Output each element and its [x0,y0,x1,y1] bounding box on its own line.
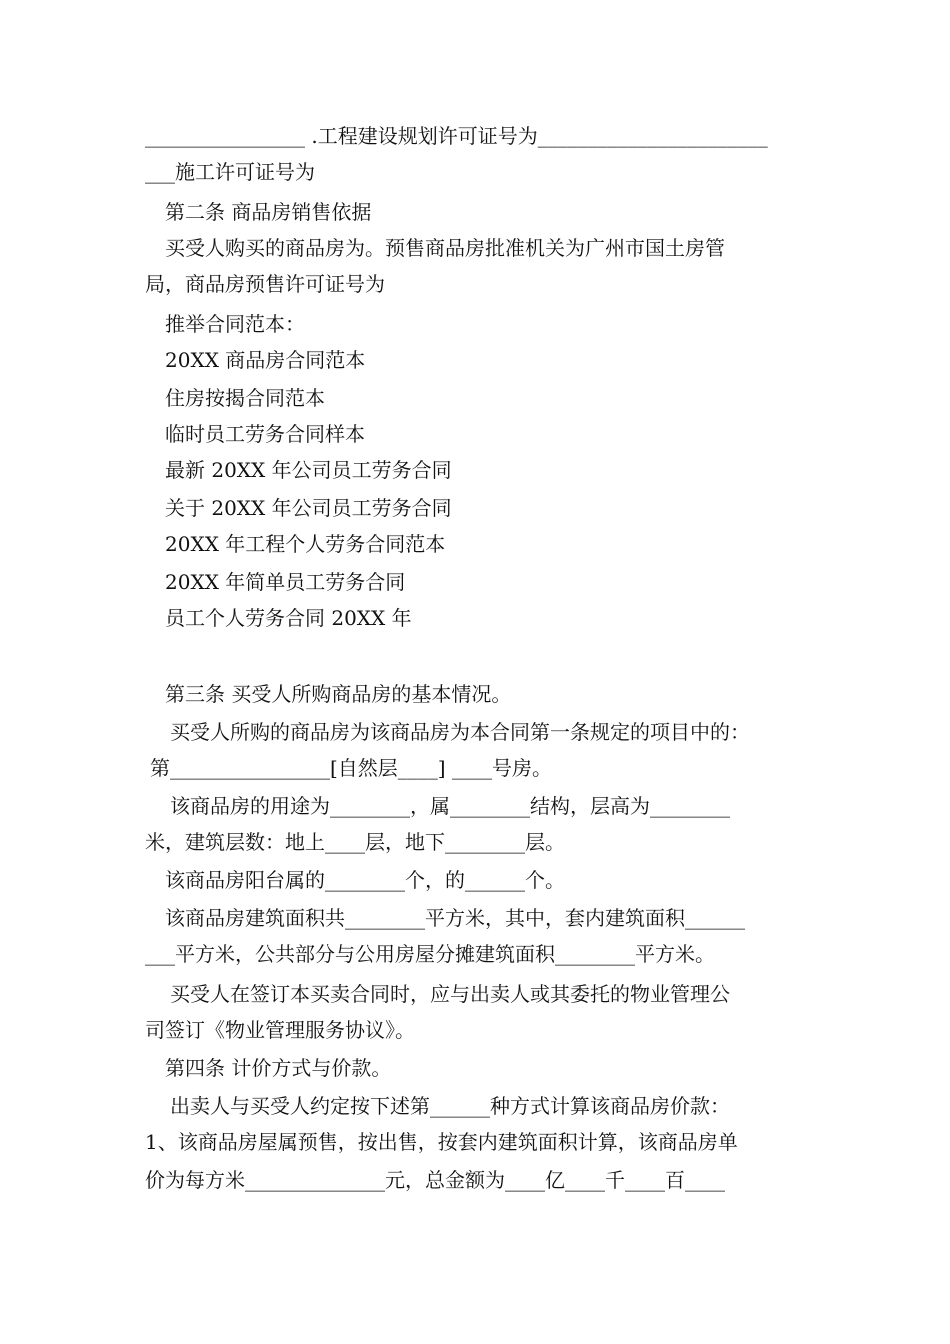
text-line-5: 局，商品房预售许可证号为 [145,272,385,296]
text-line-21: 该商品房建筑面积共________平方米，其中，套内建筑面积______ [165,906,745,930]
text-line-4: 买受人购买的商品房为。预售商品房批准机关为广州市国土房管 [165,236,725,260]
text-line-19: 米，建筑层数：地上____层，地下________层。 [145,830,565,854]
recommend-item-5: 关于 20XX 年公司员工劳务合同 [165,496,452,520]
text-line-26: 出卖人与买受人约定按下述第______种方式计算该商品房价款： [170,1094,730,1118]
recommend-heading: 推举合同范本： [165,312,305,336]
text-line-20: 该商品房阳台属的________个，的______个。 [165,868,565,892]
text-line-2: ___施工许可证号为 [145,160,315,184]
recommend-item-4: 最新 20XX 年公司员工劳务合同 [165,458,452,482]
article-2-heading: 第二条 商品房销售依据 [165,200,372,224]
article-4-heading: 第四条 计价方式与价款。 [165,1056,392,1080]
text-line-23: 买受人在签订本买卖合同时，应与出卖人或其委托的物业管理公 [170,982,730,1006]
article-3-heading: 第三条 买受人所购商品房的基本情况。 [165,682,512,706]
text-line-18: 该商品房的用途为________，属________结构，层高为________ [170,794,730,818]
text-line-27: 1、该商品房屋属预售，按出售，按套内建筑面积计算，该商品房单 [145,1130,738,1154]
text-line-1: ________________ .工程建设规划许可证号为_______________________ [145,124,768,148]
recommend-item-3: 临时员工劳务合同样本 [165,422,365,446]
text-line-24: 司签订《物业管理服务协议》。 [145,1018,415,1042]
recommend-item-7: 20XX 年简单员工劳务合同 [165,570,406,594]
text-line-16: 买受人所购的商品房为该商品房为本合同第一条规定的项目中的： [170,720,750,744]
text-line-17: 第________________[自然层____] ____号房。 [150,756,552,780]
recommend-item-8: 员工个人劳务合同 20XX 年 [165,606,412,630]
text-line-22: ___平方米，公共部分与公用房屋分摊建筑面积________平方米。 [145,942,715,966]
recommend-item-1: 20XX 商品房合同范本 [165,348,366,372]
text-line-28: 价为每方米______________元，总金额为____亿____千____百____ [145,1168,725,1192]
recommend-item-6: 20XX 年工程个人劳务合同范本 [165,532,446,556]
recommend-item-2: 住房按揭合同范本 [165,386,325,410]
